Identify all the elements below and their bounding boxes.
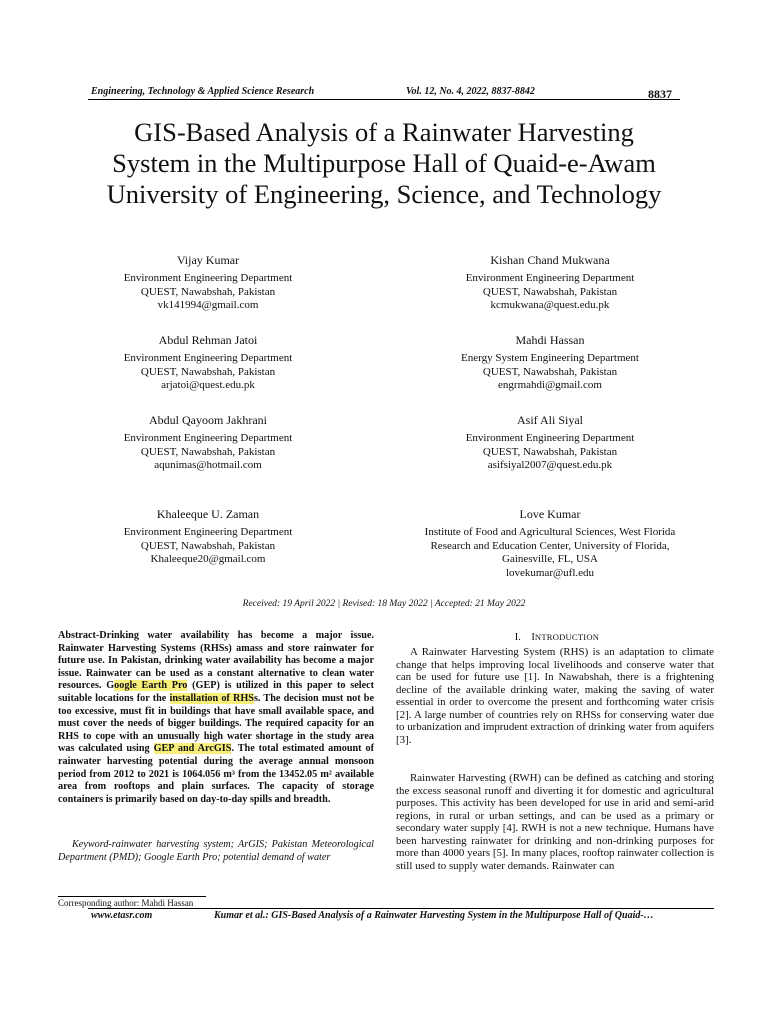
author-location: QUEST, Nawabshah, Pakistan <box>140 539 276 552</box>
author-email: vk141994@gmail.com <box>157 299 259 312</box>
author-email: lovekumar@ufl.edu <box>505 567 595 580</box>
title-line: GIS-Based Analysis of a Rainwater Harvesting <box>134 117 634 147</box>
abstract <box>58 630 374 806</box>
author-affiliation: Environment Engineering Department <box>123 351 293 364</box>
abstract-text: (GEP) is utilized in this paper to select suitable locations for the <box>58 680 375 704</box>
author-block <box>400 508 700 581</box>
author-name: Asif Ali Siyal <box>516 413 583 427</box>
keywords: Keyword-rainwater harvesting system; ArGIS; Pakistan Meteorological Department (PMD); Google Earth Pro; potential demand of water <box>58 839 374 863</box>
author-location: QUEST, Nawabshah, Pakistan <box>140 285 276 298</box>
volume-info: Vol. 12, No. 4, 2022, 8837-8842 <box>406 86 535 97</box>
author-affiliation: Environment Engineering Department <box>123 271 293 284</box>
author-name: Kishan Chand Mukwana <box>490 253 610 267</box>
author-email: aqunimas@hotmail.com <box>154 459 262 472</box>
section-number: I. <box>514 632 521 643</box>
author-name: Abdul Qayoom Jakhrani <box>149 413 267 427</box>
author-location-2: Gainesville, FL, USA <box>502 553 598 566</box>
abstract-text: Abstract-Drinking water availability has become a major issue. Rainwater Harvesting Systems (RHSs) amass and store rainwater for future use. In Pakistan, drinking water availability has become a major issue. Rainwater can be used as a constant alternative to clean water resources. G <box>58 630 374 692</box>
body-paragraph: Rainwater Harvesting (RWH) can be defined as catching and storing the excess seasonal runoff and diverting it for domestic and agricultural purposes. This activity has been developed for use in arid and semi-arid regions, in rural or urban settings, and can be used as a primary or secondary water supply [4]. RWH is not a new technique. Humans have been harvesting rainwater for drinking and non-drinking purposes for more than 4000 years [5]. In many places, rooftop rainwater collection is still used to supply water demands. Rainwater can <box>396 772 714 872</box>
section-initial: I <box>531 632 535 643</box>
author-name: Mahdi Hassan <box>515 333 585 347</box>
title-line: University of Engineering, Science, and Technology <box>106 179 662 209</box>
author-email: kcmukwana@quest.edu.pk <box>490 299 610 312</box>
author-affiliation: Environment Engineering Department <box>465 271 635 284</box>
author-location: QUEST, Nawabshah, Pakistan <box>482 285 618 298</box>
author-email: arjatoi@quest.edu.pk <box>161 379 255 392</box>
received-dates: Received: 19 April 2022 | Revised: 18 May 2022 | Accepted: 21 May 2022 <box>242 599 526 609</box>
author-location: QUEST, Nawabshah, Pakistan <box>140 445 276 458</box>
author-email: asifsiyal2007@quest.edu.pk <box>487 459 613 472</box>
author-affiliation: Environment Engineering Department <box>123 431 293 444</box>
author-affiliation: Energy System Engineering Department <box>461 351 639 364</box>
footnote-rule <box>58 896 206 897</box>
author-affiliation: Environment Engineering Department <box>465 431 635 444</box>
section-title: NTRODUCTION <box>534 632 600 642</box>
author-location: Research and Education Center, University of Florida, <box>430 539 670 552</box>
author-location: QUEST, Nawabshah, Pakistan <box>482 365 618 378</box>
author-name: Abdul Rehman Jatoi <box>158 333 258 347</box>
footer-citation: Kumar et al.: GIS-Based Analysis of a Rainwater Harvesting System in the Multipurpose Hall of Quaid-… <box>214 910 654 921</box>
author-location: QUEST, Nawabshah, Pakistan <box>482 445 618 458</box>
author-affiliation: Institute of Food and Agricultural Sciences, West Florida <box>424 525 676 538</box>
author-email: Khaleeque20@gmail.com <box>150 553 266 566</box>
author-name: Love Kumar <box>519 507 581 521</box>
author-block <box>58 254 358 313</box>
author-location: QUEST, Nawabshah, Pakistan <box>140 365 276 378</box>
author-block <box>58 334 358 393</box>
abstract-text: s. The decision must not be too excessive, must fit in buildings that have small available space, and must cover the needs of bigger buildings. The required capacity for an RHS to cope with an unusually high water shortage in the study area was calculated using <box>58 692 374 755</box>
author-block <box>400 334 700 393</box>
author-affiliation: Environment Engineering Department <box>123 525 293 538</box>
header-rule <box>88 99 680 100</box>
footer-site: www.etasr.com <box>91 910 153 921</box>
author-block <box>400 414 700 473</box>
footer-rule <box>88 908 714 909</box>
highlight: oogle Earth Pro <box>114 680 188 692</box>
title-line: System in the Multipurpose Hall of Quaid-e-Awam <box>112 148 656 178</box>
author-email: engrmahdi@gmail.com <box>498 379 602 392</box>
author-block <box>58 414 358 473</box>
paper-title <box>40 117 728 210</box>
body-paragraph: A Rainwater Harvesting System (RHS) is an adaptation to climate change that helps improving local livelihoods and conserve water that can be used for future use [1]. In Nawabshah, there is a frightening decline of the available drinking water, making the saving of water essential in order to overcome the present and forthcoming water crisis [2]. A large number of countries rely on RHSs for conserving water due to urbanization and imprudent extraction of drinking water from aquifers [3]. <box>396 646 714 746</box>
page-number: 8837 <box>648 87 672 101</box>
highlight: GEP and ArcGIS <box>153 743 232 755</box>
corresponding-author: Corresponding author: Mahdi Hassan <box>58 898 194 908</box>
author-name: Vijay Kumar <box>176 253 240 267</box>
abstract-text: . The total estimated amount of rainwater harvesting potential during the average annual monsoon period from 2012 to 2021 is 1064.056 m³ from the 13452.05 m² available area from rooftops and plain surfaces. The capacity of storage containers is primarily based on day-to-day spills and breadth. <box>58 743 374 805</box>
author-name: Khaleeque U. Zaman <box>156 507 260 521</box>
section-heading <box>400 632 714 643</box>
author-block <box>58 508 358 567</box>
journal-name: Engineering, Technology & Applied Science Research <box>91 86 315 97</box>
highlight: installation of RHS <box>169 692 254 704</box>
author-block <box>400 254 700 313</box>
